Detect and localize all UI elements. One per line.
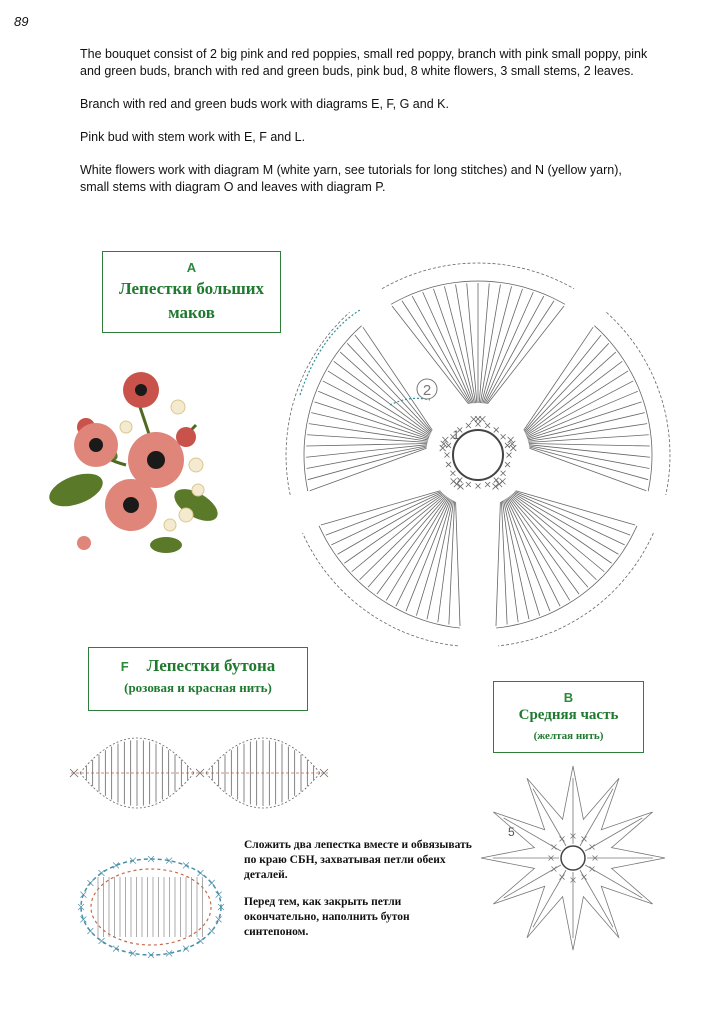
- bouquet-photo: [46, 365, 226, 555]
- intro-paragraph-2: Branch with red and green buds work with diagrams E, F, G and K.: [80, 97, 449, 111]
- diagram-b-letter: B: [563, 690, 574, 705]
- diagram-b-label-box: [493, 681, 644, 753]
- diagram-a-petal-chart: [280, 255, 680, 655]
- diagram-f-assembled-bud: [76, 852, 226, 962]
- instructions-paragraph-1: Сложить два лепестка вместе и обвязывать по краю СБН, захватывая петли обеих деталей.: [244, 839, 472, 881]
- diagram-f-title: Лепестки бутона: [146, 656, 276, 675]
- diagram-f-petal-strip: [66, 728, 332, 818]
- diagram-a-row-1-marker: 1: [452, 428, 460, 442]
- diagram-a-letter: A: [186, 260, 197, 275]
- intro-text: [80, 46, 650, 212]
- diagram-a-title-2: маков: [168, 303, 215, 322]
- intro-paragraph-4: White flowers work with diagram M (white yarn, see tutorials for long stitches) and N (yellow yarn), small stems with diagram O and leaves with diagram P.: [80, 163, 622, 194]
- intro-paragraph-3: Pink bud with stem work with E, F and L.: [80, 130, 306, 144]
- diagram-a-label-box: [102, 251, 281, 333]
- diagram-b-subtitle: (желтая нить): [533, 730, 604, 742]
- diagram-b-center-chart: [478, 758, 668, 958]
- diagram-a-title-1: Лепестки больших: [118, 279, 265, 298]
- diagram-f-subtitle: (розовая и красная нить): [124, 680, 272, 695]
- diagram-f-label-box: [88, 647, 308, 711]
- page-number: 89: [14, 14, 29, 29]
- diagram-b-title: Средняя часть: [518, 707, 619, 723]
- assembly-instructions: [244, 838, 474, 952]
- diagram-f-letter: F: [120, 659, 129, 674]
- intro-paragraph-1: The bouquet consist of 2 big pink and red poppies, small red poppy, branch with pink small poppy, pink and green buds, branch with red and green buds, pink bud, 8 white flowers, 3 small stems, 2 leaves.: [80, 47, 648, 78]
- instructions-paragraph-2: Перед тем, как закрыть петли окончательно, наполнить бутон синтепоном.: [244, 896, 410, 938]
- diagram-a-row-2-marker: 2: [422, 382, 432, 399]
- diagram-b-row-marker: 5: [508, 825, 515, 839]
